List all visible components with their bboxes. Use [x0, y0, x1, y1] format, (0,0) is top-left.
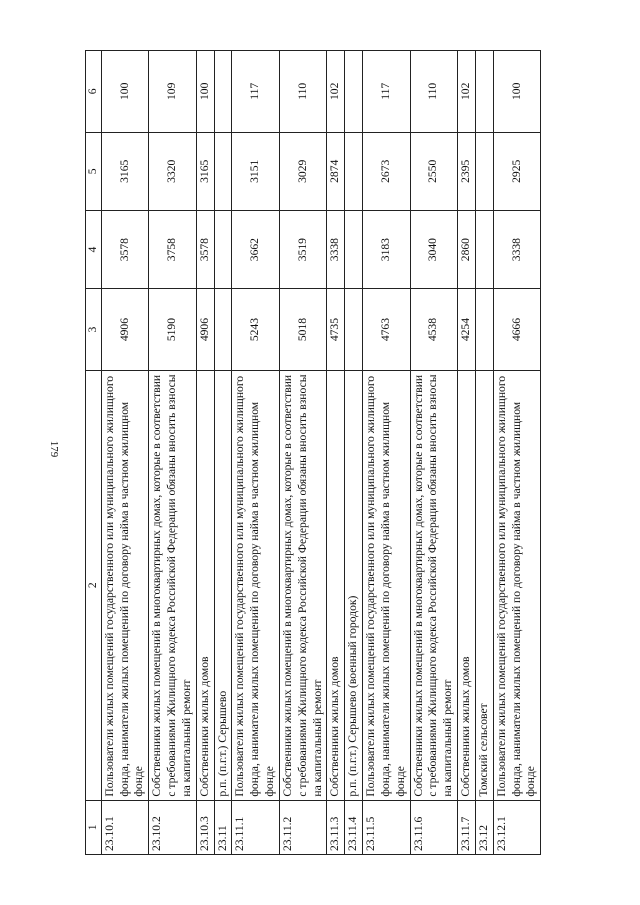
cell-col-3: 4538	[410, 289, 457, 371]
table-row	[363, 51, 410, 855]
cell-col-3: 5190	[149, 289, 196, 371]
row-name: Пользователи жилых помещений государственного или муниципального жилищного фонда, наниматели жилых помещений по договору найма в частном жилищном фонде	[363, 370, 410, 800]
cell-col-6: 117	[363, 51, 410, 133]
cell-col-6: 110	[279, 51, 326, 133]
cell-col-6: 109	[149, 51, 196, 133]
cell-col-6: 100	[493, 51, 540, 133]
cell-col-6	[214, 51, 232, 133]
cell-col-3: 4666	[493, 289, 540, 371]
cell-col-4: 3040	[410, 210, 457, 288]
cell-col-3: 5243	[232, 289, 279, 371]
cell-col-5: 3165	[196, 132, 214, 210]
cell-col-5	[475, 132, 493, 210]
row-code: 23.11.3	[327, 800, 345, 854]
header-row	[86, 51, 102, 855]
row-name: Собственники жилых помещений в многоквартирных домах, которые в соответствии с требованиями Жилищного кодекса Российской Федерации обязаны вносить взносы на капитальный ремонт	[410, 370, 457, 800]
cell-col-3: 5018	[279, 289, 326, 371]
page-number: 179	[48, 440, 60, 458]
cell-col-3: 4763	[363, 289, 410, 371]
row-code: 23.12	[475, 800, 493, 854]
table-row	[327, 51, 345, 855]
table-row	[493, 51, 540, 855]
row-code: 23.12.1	[493, 800, 540, 854]
row-code: 23.11.1	[232, 800, 279, 854]
cell-col-6	[475, 51, 493, 133]
row-code: 23.11.4	[345, 800, 363, 854]
cell-col-3	[345, 289, 363, 371]
cell-col-4: 3519	[279, 210, 326, 288]
row-name: Собственники жилых домов	[327, 370, 345, 800]
row-name: р.п. (п.г.т.) Серышево	[214, 370, 232, 800]
row-name: Собственники жилых домов	[458, 370, 476, 800]
row-name: Пользователи жилых помещений государственного или муниципального жилищного фонда, наниматели жилых помещений по договору найма в частном жилищном фонде	[101, 370, 148, 800]
rotated-table-container	[85, 50, 585, 855]
cell-col-6	[345, 51, 363, 133]
row-code: 23.11	[214, 800, 232, 854]
cell-col-6: 117	[232, 51, 279, 133]
cell-col-4: 3338	[327, 210, 345, 288]
row-name: Пользователи жилых помещений государственного или муниципального жилищного фонда, наниматели жилых помещений по договору найма в частном жилищном фонде	[493, 370, 540, 800]
cell-col-6: 102	[458, 51, 476, 133]
cell-col-4: 3183	[363, 210, 410, 288]
cell-col-5	[214, 132, 232, 210]
header-col-6: 6	[86, 51, 102, 133]
header-col-3: 3	[86, 289, 102, 371]
header-col-2: 2	[86, 370, 102, 800]
cell-col-3	[214, 289, 232, 371]
cell-col-5: 3151	[232, 132, 279, 210]
table-row	[232, 51, 279, 855]
cell-col-5: 2395	[458, 132, 476, 210]
row-code: 23.11.2	[279, 800, 326, 854]
table-row	[101, 51, 148, 855]
cell-col-5: 2874	[327, 132, 345, 210]
table-row	[345, 51, 363, 855]
cell-col-4	[345, 210, 363, 288]
table-row	[196, 51, 214, 855]
table-row	[410, 51, 457, 855]
cell-col-3: 4906	[196, 289, 214, 371]
row-name: Собственники жилых домов	[196, 370, 214, 800]
cell-col-4: 3758	[149, 210, 196, 288]
header-col-4: 4	[86, 210, 102, 288]
header-col-1: 1	[86, 800, 102, 854]
cell-col-4: 3578	[196, 210, 214, 288]
cell-col-5: 2550	[410, 132, 457, 210]
row-code: 23.11.6	[410, 800, 457, 854]
row-name: Томский сельсовет	[475, 370, 493, 800]
row-code: 23.10.3	[196, 800, 214, 854]
table-row	[214, 51, 232, 855]
header-col-5: 5	[86, 132, 102, 210]
row-code: 23.10.1	[101, 800, 148, 854]
table-row	[149, 51, 196, 855]
row-name: Собственники жилых помещений в многоквартирных домах, которые в соответствии с требованиями Жилищного кодекса Российской Федерации обязаны вносить взносы на капитальный ремонт	[149, 370, 196, 800]
row-name: Собственники жилых помещений в многоквартирных домах, которые в соответствии с требованиями Жилищного кодекса Российской Федерации обязаны вносить взносы на капитальный ремонт	[279, 370, 326, 800]
cell-col-3: 4906	[101, 289, 148, 371]
cell-col-4: 3338	[493, 210, 540, 288]
row-name: р.п. (п.г.т.) Серышево (военный городок)	[345, 370, 363, 800]
cell-col-6: 110	[410, 51, 457, 133]
cell-col-4: 3662	[232, 210, 279, 288]
cell-col-4: 2860	[458, 210, 476, 288]
row-code: 23.11.5	[363, 800, 410, 854]
cell-col-6: 102	[327, 51, 345, 133]
table-row	[279, 51, 326, 855]
cell-col-5	[345, 132, 363, 210]
cell-col-5: 3320	[149, 132, 196, 210]
table-row	[458, 51, 476, 855]
row-code: 23.10.2	[149, 800, 196, 854]
cell-col-6: 100	[196, 51, 214, 133]
cell-col-4	[475, 210, 493, 288]
row-name: Пользователи жилых помещений государственного или муниципального жилищного фонда, наниматели жилых помещений по договору найма в частном жилищном фонде	[232, 370, 279, 800]
cell-col-4	[214, 210, 232, 288]
cell-col-4: 3578	[101, 210, 148, 288]
row-code: 23.11.7	[458, 800, 476, 854]
cell-col-6: 100	[101, 51, 148, 133]
cell-col-3: 4735	[327, 289, 345, 371]
table-row	[475, 51, 493, 855]
cell-col-3	[475, 289, 493, 371]
tariff-table	[85, 50, 541, 855]
cell-col-5: 3029	[279, 132, 326, 210]
cell-col-5: 2673	[363, 132, 410, 210]
cell-col-3: 4254	[458, 289, 476, 371]
cell-col-5: 2925	[493, 132, 540, 210]
cell-col-5: 3165	[101, 132, 148, 210]
